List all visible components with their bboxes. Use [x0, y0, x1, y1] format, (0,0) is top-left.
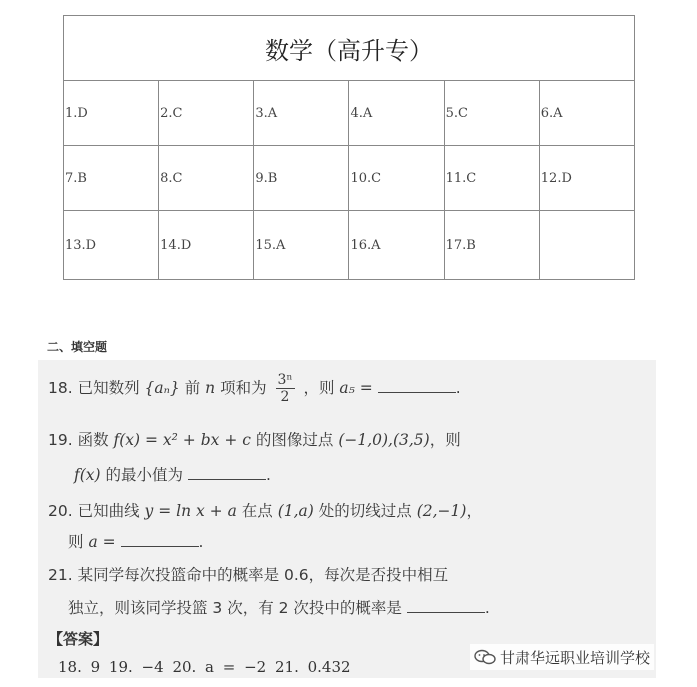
q20-text-5: 则 [68, 533, 84, 551]
table-title: 数学（高升专） [64, 16, 635, 81]
q18-text-4: ，则 [303, 379, 335, 397]
q18-sequence: {aₙ} [144, 379, 180, 397]
q20-point-2: (2,−1) [416, 502, 467, 520]
answer-cell: 5.C [444, 81, 539, 146]
watermark-text: 甘肃华远职业培训学校 [500, 648, 651, 667]
q20-curve: y = ln x + a [144, 502, 237, 520]
table-row [64, 81, 635, 146]
answer-cell: 15.A [254, 211, 349, 280]
q19-text-2: 的图像过点 [255, 431, 334, 449]
q18-text-2: 前 [184, 379, 201, 397]
q21-end: . [484, 599, 490, 617]
answer-cell: 9.B [254, 146, 349, 211]
q18-text: 18. 已知数列 [48, 379, 140, 397]
watermark [470, 644, 654, 670]
q20-a: a = [88, 533, 116, 551]
answer-cell: 7.B [64, 146, 159, 211]
q18-a5: a₅ = [339, 379, 373, 397]
question-panel [38, 360, 656, 678]
answer-cell: 14.D [159, 211, 254, 280]
fraction-numerator: 3ⁿ [277, 372, 293, 388]
q19-text-3: ，则 [429, 431, 461, 449]
table-row [64, 211, 635, 280]
answer-cell: 10.C [349, 146, 444, 211]
q20-text-2: 在点 [241, 502, 273, 520]
question-21-line-2 [68, 596, 490, 618]
answer-blank [121, 532, 199, 547]
question-19-line-1 [48, 428, 461, 450]
answer-cell: 4.A [349, 81, 444, 146]
answer-cell: 1.D [64, 81, 159, 146]
q20-point: (1,a) [277, 502, 314, 520]
answer-cell: 8.C [159, 146, 254, 211]
answer-cell [539, 211, 634, 280]
fraction-denominator: 2 [280, 389, 290, 405]
q21-text: 独立，则该同学投篮 3 次，有 2 次投中的概率是 [68, 599, 402, 617]
answer-cell: 11.C [444, 146, 539, 211]
q18-text-3: 项和为 [220, 379, 267, 397]
q19-text-4: 的最小值为 [105, 466, 184, 484]
question-21-line-1: 21. 某同学每次投篮命中的概率是 0.6，每次是否投中相互 [48, 566, 449, 584]
q18-fraction [276, 372, 295, 405]
q19-points: (−1,0),(3,5) [338, 431, 430, 449]
q19-text: 19. 函数 [48, 431, 109, 449]
answer-cell: 2.C [159, 81, 254, 146]
q19-end: . [265, 466, 271, 484]
q20-text: 20. 已知曲线 [48, 502, 140, 520]
answer-cell: 17.B [444, 211, 539, 280]
q19-fx: f(x) [74, 466, 101, 484]
q20-text-3: 处的切线过点 [318, 502, 412, 520]
answer-blank [407, 598, 485, 613]
table-row [64, 146, 635, 211]
answers-line: 18. 9 19. −4 20. a = −2 21. 0.432 [58, 658, 351, 676]
answer-cell: 12.D [539, 146, 634, 211]
answer-key-table [63, 15, 635, 280]
answer-cell: 6.A [539, 81, 634, 146]
question-18 [48, 372, 461, 405]
question-20-line-2 [68, 530, 203, 552]
answer-blank [188, 465, 266, 480]
q18-end: . [455, 379, 461, 397]
wechat-icon [474, 649, 496, 665]
section-heading: 二、填空题 [47, 340, 108, 354]
q20-end: . [198, 533, 204, 551]
answer-cell: 13.D [64, 211, 159, 280]
q19-function: f(x) = x² + bx + c [113, 431, 251, 449]
answer-blank [378, 378, 456, 393]
q18-n: n [205, 379, 216, 397]
answer-cell: 3.A [254, 81, 349, 146]
q20-text-4: ， [466, 502, 482, 520]
answer-cell: 16.A [349, 211, 444, 280]
question-19-line-2 [74, 463, 271, 485]
answers-label: 【答案】 [48, 630, 109, 648]
question-20-line-1 [48, 499, 482, 521]
